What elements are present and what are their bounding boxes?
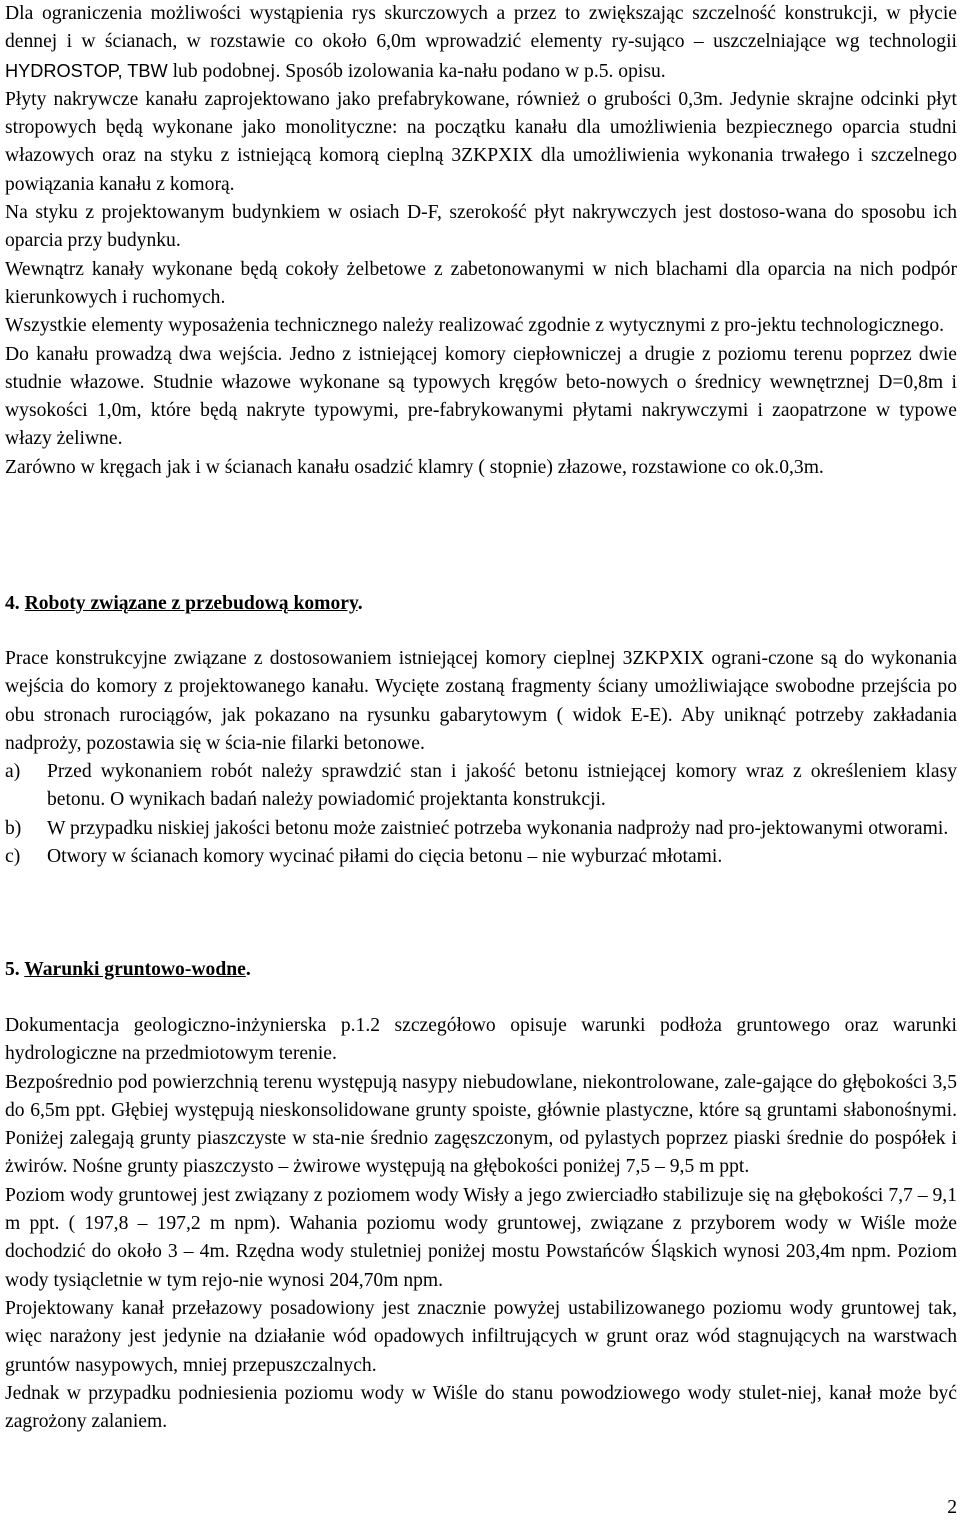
section-4-period: . <box>357 593 363 614</box>
paragraph-building-joint: Na styku z projektowanym budynkiem w osiach D-F, szerokość płyt nakrywczych jest dostoso-wana do sposobu ich oparcia przy budynku. <box>5 202 957 252</box>
section-4-title: Roboty związane z przebudową komory <box>24 593 358 614</box>
paragraph-ladder-rungs: Zarówno w kręgach jak i w ścianach kanału osadzić klamry ( stopnie) złazowe, rozstawione co ok.0,3m. <box>5 456 824 478</box>
section-4-intro: Prace konstrukcyjne związane z dostosowaniem istniejącej komory cieplnej 3ZKPXIX ograni-czone są do wykonania wejścia do komory z projektowanego kanału. Wycięte zostaną fragmenty ściany umożliwiające swobodne przejścia po obu stronach rurociągów, jak pokazano na rysunku gabarytowym ( widok E-E). Aby uniknąć potrzeby zakładania nadproży, pozostawia się w ścia-nie filarki betonowe. <box>5 648 957 754</box>
list-marker: c) <box>5 846 21 868</box>
section-5-period: . <box>245 959 251 980</box>
paragraph-seals <box>5 0 957 86</box>
paragraph-cover-plates: Płyty nakrywcze kanału zaprojektowano jako prefabrykowane, również o grubości 0,3m. Jedynie skrajne odcinki płyt stropowych będą wykonane jako monolityczne: na początku kanału dla umożliwienia bezpiecznego oparcia studni włazowych oraz na styku z istniejącą komorą cieplną 3ZKPXIX dla umożliwienia wykonania trwałego i szczelnego powiązania kanału z komorą. <box>5 88 957 195</box>
paragraph-channel-foundation: Projektowany kanał przełazowy posadowiony jest znacznie powyżej ustabilizowanego poziomu wody gruntowej tak, więc narażony jest jedynie na działanie wód opadowych infiltrujących w grunt oraz wód stagnujących na warstwach gruntów nasypowych, mniej przepuszczalnych. <box>5 1297 957 1376</box>
list-item <box>5 815 957 843</box>
intro-text-block <box>5 0 957 482</box>
section-4-heading <box>5 590 363 618</box>
section-4-number: 4. <box>5 593 20 614</box>
section-5-number: 5. <box>5 959 20 980</box>
section-5-heading <box>5 956 251 984</box>
paragraph-soil-layers: Bezpośrednio pod powierzchnią terenu występują nasypy niebudowlane, niekontrolowane, zale-gające do głębokości 3,5 do 6,5m ppt. Głębiej występują nieskonsolidowane grunty spoiste, głównie plastyczne, które są gruntami słabonośnymi. Poniżej zalegają grunty piaszczyste w sta-nie średnio zagęszczonym, od pylastych poprzez piaski średnie do pospółek i żwirów. Nośne grunty piaszczysto – żwirowe występują na głębokości poniżej 7,5 – 9,5 m ppt. <box>5 1071 957 1178</box>
list-item-text: W przypadku niskiej jakości betonu może zaistnieć potrzeba wykonania nadproży nad pro-jektowanymi otworami. <box>47 817 949 839</box>
section-5-title: Warunki gruntowo-wodne <box>24 959 246 980</box>
section-5-body <box>5 1012 957 1436</box>
list-item-text: Otwory w ścianach komory wycinać piłami do cięcia betonu – nie wyburzać młotami. <box>47 846 723 868</box>
brand-technology-names: HYDROSTOP, TBW <box>5 60 168 81</box>
paragraph-plinths: Wewnątrz kanały wykonane będą cokoły żelbetowe z zabetonowanymi w nich blachami dla oparcia na nich podpór kierunkowych i ruchomych. <box>5 258 957 308</box>
list-item <box>5 758 957 815</box>
paragraph-entrances: Do kanału prowadzą dwa wejścia. Jedno z istniejącej komory ciepłowniczej a drugie z poziomu terenu poprzez dwie studnie włazowe. Studnie włazowe wykonane są typowych kręgów beto-nowych o średnicy wewnętrznej D=0,8m i wysokości 1,0m, które będą nakryte typowymi, pre-fabrykowanymi płytami nakrywczymi i zaopatrzone w typowe włazy żeliwne. <box>5 343 957 450</box>
paragraph-groundwater: Poziom wody gruntowej jest związany z poziomem wody Wisły a jego zwierciadło stabilizuje się na głębokości 7,7 – 9,1 m ppt. ( 197,8 – 197,2 m npm). Wahania poziomu wody gruntowej, związane z przyborem wody w Wiśle może dochodzić do około 3 – 4m. Rzędna wody stuletniej poniżej mostu Powstańców Śląskich wynosi 203,4m npm. Poziom wody tysiącletnie w tym rejo-nie wynosi 204,70m npm. <box>5 1184 957 1291</box>
paragraph-seals-text-a: Dla ograniczenia możliwości wystąpienia rys skurczowych a przez to zwiększając szczelność konstrukcji, w płycie dennej i w ścianach, w rozstawie co około 6,0m wprowadzić elementy ry-sująco – uszczelniające wg technologii <box>5 3 957 53</box>
list-marker: b) <box>5 817 22 839</box>
paragraph-documentation: Dokumentacja geologiczno-inżynierska p.1.2 szczegółowo opisuje warunki podłoża gruntowego oraz warunki hydrologiczne na przedmiotowym terenie. <box>5 1015 957 1065</box>
page-number: 2 <box>947 1497 957 1518</box>
paragraph-flood-risk: Jednak w przypadku podniesienia poziomu wody w Wiśle do stanu powodziowego wody stulet-niej, kanał może być zagrożony zalaniem. <box>5 1382 957 1433</box>
list-item <box>5 843 957 871</box>
section-4-body <box>5 645 957 871</box>
paragraph-seals-text-b: lub podobnej. Sposób izolowania ka-nału podano w p.5. opisu. <box>167 60 666 82</box>
list-item-text: Przed wykonaniem robót należy sprawdzić stan i jakość betonu istniejącej komory wraz z określeniem klasy betonu. O wynikach badań należy powiadomić projektanta konstrukcji. <box>47 761 957 811</box>
paragraph-equipment: Wszystkie elementy wyposażenia technicznego należy realizować zgodnie z wytycznymi z pro-jektu technologicznego. <box>5 315 945 337</box>
list-marker: a) <box>5 761 21 783</box>
